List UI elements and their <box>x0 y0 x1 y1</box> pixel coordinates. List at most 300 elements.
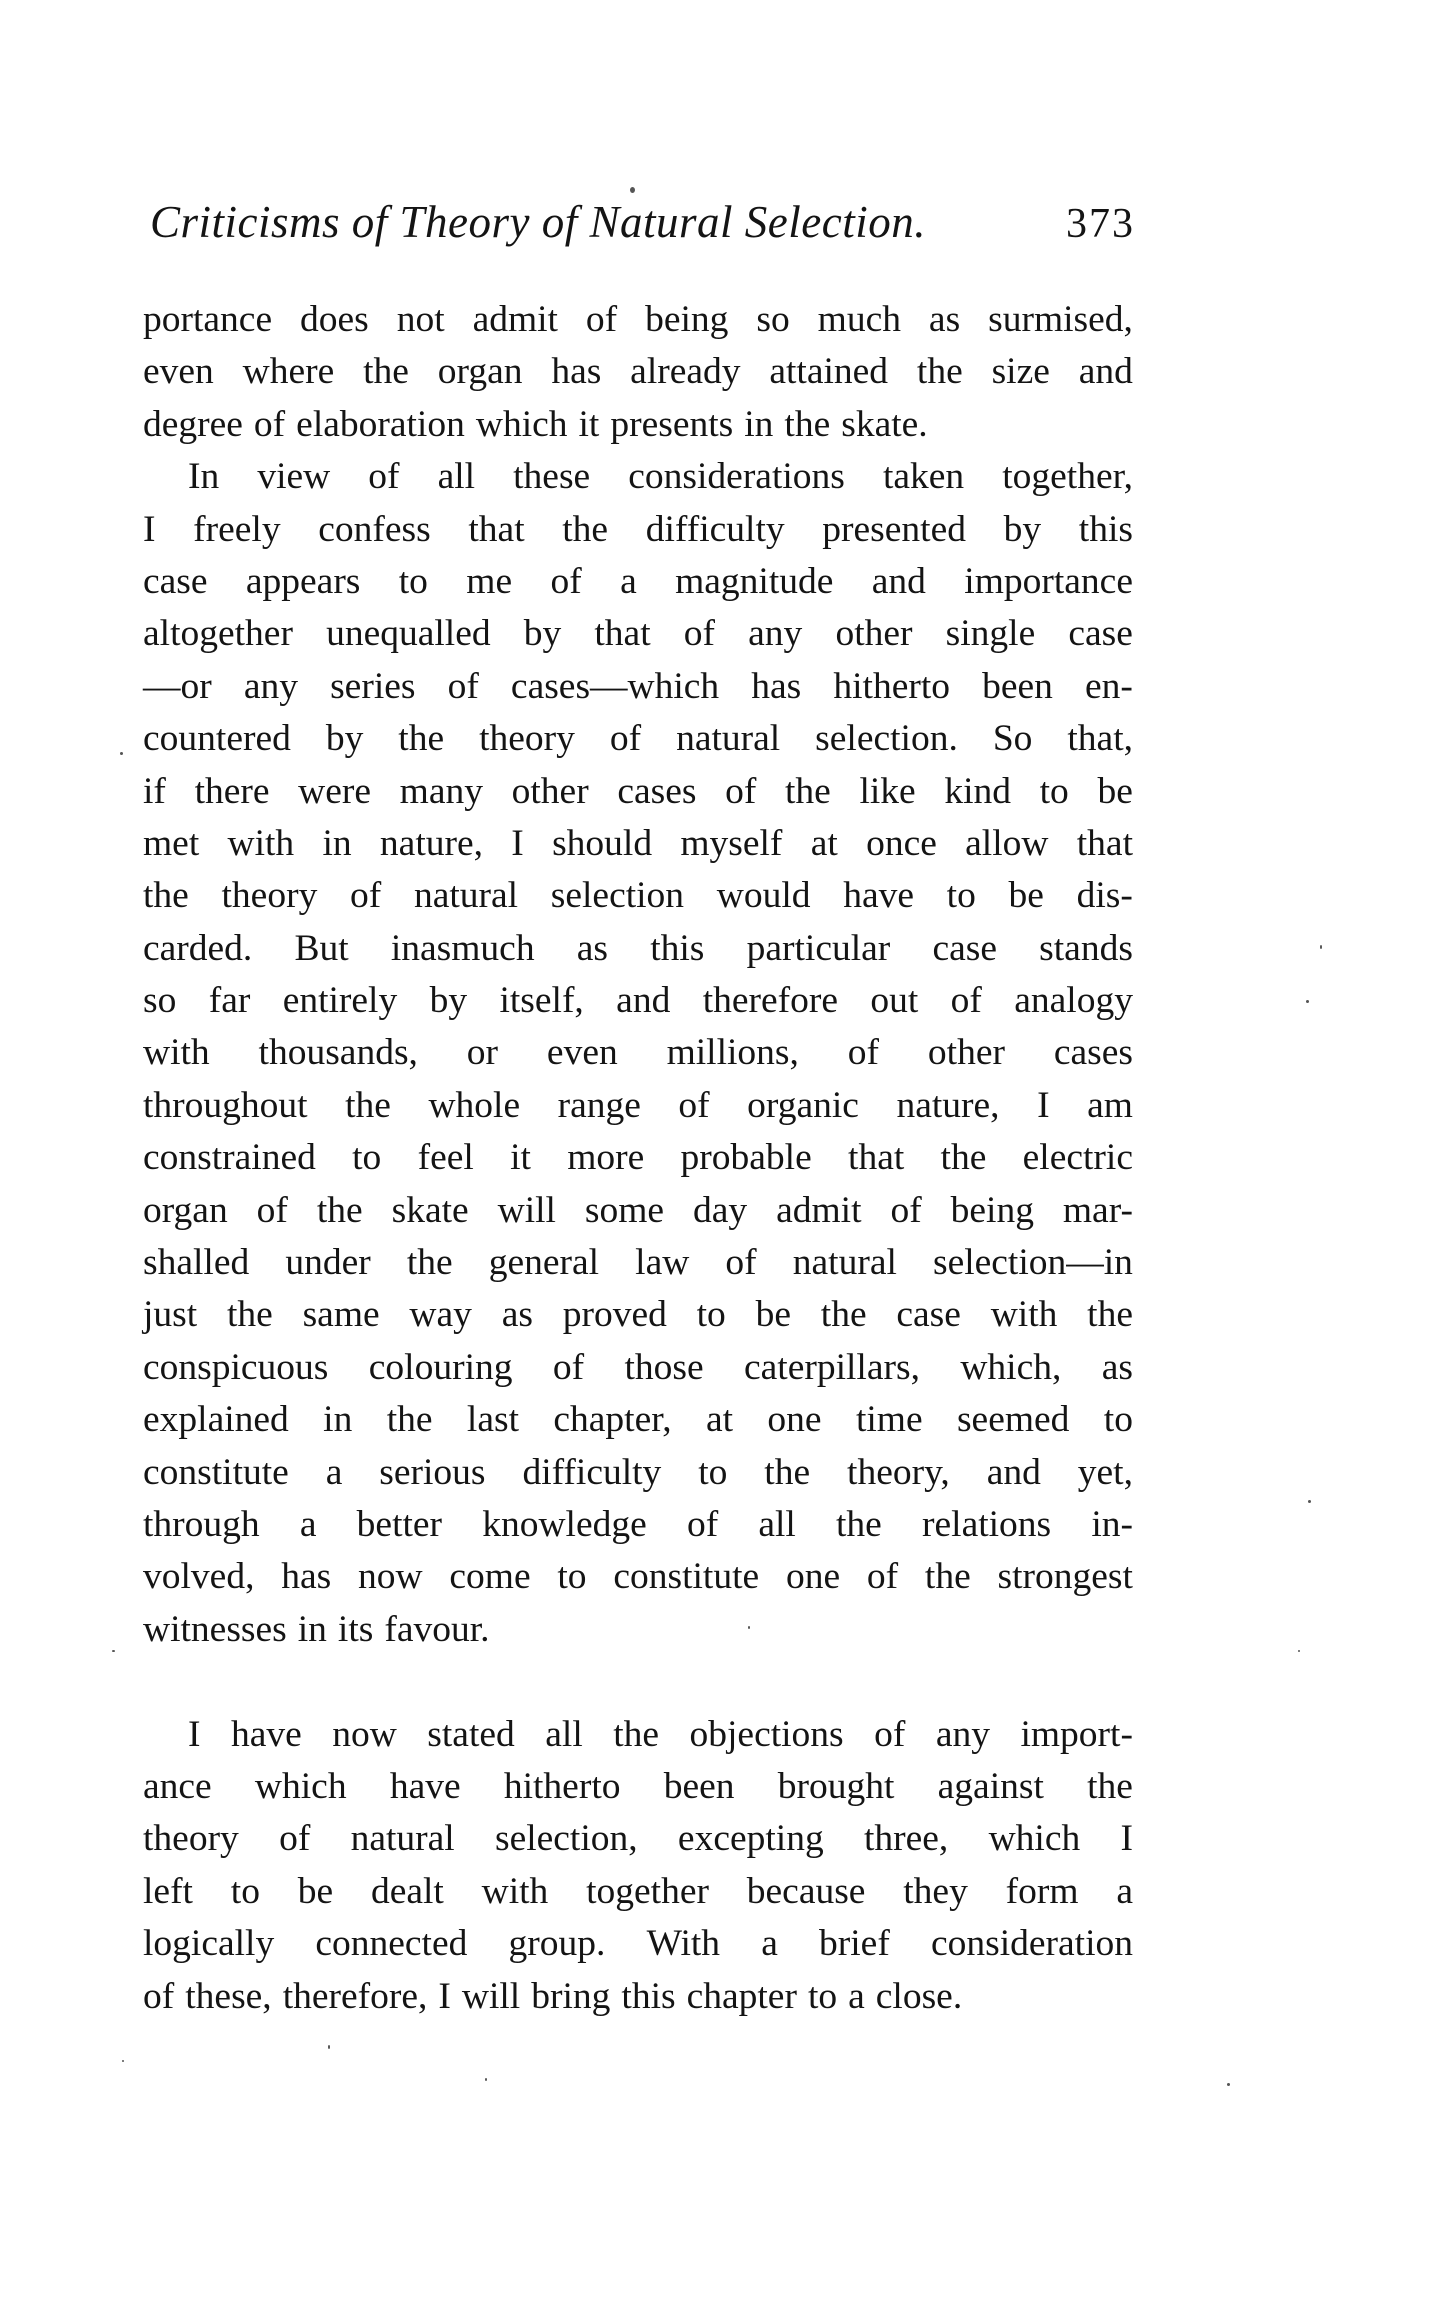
word: whole <box>428 1084 521 1126</box>
word: throughout <box>143 1084 308 1126</box>
word: any <box>935 1713 990 1755</box>
word: time <box>855 1399 923 1441</box>
word: as <box>1101 1346 1133 1388</box>
word: to <box>230 1870 260 1912</box>
word: shalled <box>143 1242 250 1284</box>
word: I <box>511 822 524 864</box>
text-line <box>143 346 1133 398</box>
word: the <box>316 1189 363 1231</box>
word: portance <box>143 299 273 340</box>
word: these <box>513 456 591 498</box>
word: been <box>982 665 1053 707</box>
word: out <box>870 980 919 1022</box>
word: which <box>254 1765 347 1807</box>
word: theory <box>143 1818 239 1860</box>
word: law <box>635 1242 690 1284</box>
word: a <box>1116 1870 1133 1912</box>
text-line <box>143 294 1133 346</box>
word: were <box>298 770 372 812</box>
word: case <box>143 560 208 602</box>
word: all <box>758 1503 796 1545</box>
word: it <box>510 1137 531 1179</box>
word: the <box>836 1503 882 1545</box>
word: those <box>624 1346 704 1388</box>
word: together, <box>1002 456 1133 498</box>
text-line <box>143 1342 1133 1394</box>
word: relations <box>922 1503 1052 1545</box>
word: allow <box>965 822 1049 864</box>
word: one <box>785 1556 841 1598</box>
word: which, <box>960 1346 1062 1388</box>
text-line <box>143 1866 1133 1918</box>
scan-speck <box>748 1626 750 1629</box>
word: one <box>767 1399 822 1441</box>
word: series <box>330 665 416 707</box>
word: even <box>546 1032 618 1074</box>
word: with <box>990 1294 1058 1336</box>
word: organic <box>747 1084 859 1126</box>
text-line-content <box>143 1918 1133 1970</box>
word: because <box>746 1870 866 1912</box>
word: has <box>751 665 802 707</box>
word: so <box>143 980 177 1022</box>
word: admit <box>776 1189 862 1231</box>
word: even <box>143 351 214 393</box>
word: case <box>896 1294 961 1336</box>
word: there <box>194 770 270 812</box>
word: cases—which <box>510 665 720 707</box>
word: a <box>325 1451 343 1493</box>
word: skate. <box>841 403 928 445</box>
text-line-content <box>143 1604 1133 1656</box>
word: through <box>143 1503 260 1545</box>
text-line-content <box>143 1761 1133 1813</box>
word: range <box>557 1084 641 1126</box>
word: selection—in <box>932 1242 1133 1284</box>
word: a <box>761 1923 778 1965</box>
word: of <box>866 1556 899 1598</box>
word: constitute <box>613 1556 760 1598</box>
word: the <box>613 1713 660 1755</box>
word: stands <box>1039 927 1133 969</box>
word: unequalled <box>326 613 491 655</box>
text-line-content <box>143 1551 1133 1603</box>
word: with <box>481 1870 549 1912</box>
text-line <box>143 713 1133 765</box>
word: organ <box>437 351 523 393</box>
word: to <box>557 1556 587 1598</box>
word: seemed <box>956 1399 1070 1441</box>
text-line <box>143 1551 1133 1603</box>
word: case <box>1068 613 1133 655</box>
word: has <box>551 351 602 393</box>
word: size <box>991 351 1050 393</box>
word: the <box>924 1556 971 1598</box>
word: freely <box>193 508 281 550</box>
word: by <box>325 718 364 760</box>
text-line <box>143 661 1133 713</box>
text-line <box>143 1709 1133 1761</box>
word: in- <box>1091 1503 1133 1545</box>
word: entirely <box>282 980 398 1022</box>
running-head <box>150 196 1135 260</box>
text-line-content <box>143 1080 1133 1132</box>
word: strongest <box>997 1556 1133 1598</box>
word: caterpillars, <box>744 1346 920 1388</box>
text-line-content <box>143 1447 1133 1499</box>
word: theory <box>221 875 318 917</box>
word: this <box>650 927 705 969</box>
word: therefore <box>702 980 839 1022</box>
scan-speck <box>1308 1500 1311 1503</box>
word: close. <box>875 1975 963 2017</box>
word: the <box>1087 1765 1133 1807</box>
word: of <box>350 875 382 917</box>
word: where <box>242 351 335 393</box>
word: other <box>511 770 589 812</box>
word: of <box>609 718 642 760</box>
word: once <box>866 822 937 864</box>
word: which <box>988 1818 1081 1860</box>
word: or <box>466 1032 499 1074</box>
word: as <box>501 1294 533 1336</box>
word: confess <box>318 508 431 550</box>
word: cases <box>1053 1032 1133 1074</box>
text-line <box>143 1237 1133 1289</box>
word: left <box>143 1870 193 1912</box>
word: be <box>755 1294 791 1336</box>
word: skate <box>391 1189 469 1231</box>
word: I <box>438 1975 451 2017</box>
word: of <box>678 1084 710 1126</box>
word: surmised, <box>988 299 1133 340</box>
word: itself, <box>499 980 584 1022</box>
text-line <box>143 818 1133 870</box>
scan-speck <box>1298 1650 1300 1652</box>
word: stated <box>427 1713 515 1755</box>
word: now <box>358 1556 423 1598</box>
word: the <box>226 1294 273 1336</box>
word: selection <box>550 875 685 917</box>
text-line <box>143 504 1133 556</box>
word: has <box>281 1556 332 1598</box>
word: to <box>352 1137 382 1179</box>
word: at <box>810 822 838 864</box>
word: all <box>545 1713 583 1755</box>
word: nature, <box>896 1084 1000 1126</box>
word: some <box>584 1189 665 1231</box>
text-line <box>143 1971 1133 2023</box>
word: and <box>616 980 671 1022</box>
word: the <box>916 351 963 393</box>
word: by <box>1003 508 1042 550</box>
word: this <box>621 1975 676 2017</box>
word: chapter, <box>553 1399 672 1441</box>
word: therefore, <box>282 1975 428 2017</box>
word: explained <box>143 1399 289 1441</box>
word: the <box>143 875 189 917</box>
text-line-content <box>143 1971 1133 2023</box>
text-line-content <box>143 661 1133 713</box>
word: this <box>1078 508 1133 550</box>
word: case <box>932 927 997 969</box>
word: far <box>208 980 251 1022</box>
word: So <box>992 718 1033 760</box>
word: considerations <box>628 456 845 498</box>
word: millions, <box>666 1032 799 1074</box>
text-line-content <box>143 1813 1133 1865</box>
word: other <box>927 1032 1005 1074</box>
word: of <box>847 1032 880 1074</box>
text-line <box>143 1027 1133 1079</box>
word: of <box>550 560 582 602</box>
word: selection, <box>494 1818 638 1860</box>
word: to <box>698 1451 728 1493</box>
word: of <box>585 299 618 340</box>
word: consideration <box>930 1923 1133 1965</box>
text-line-content <box>143 766 1133 818</box>
word: connected <box>315 1923 468 1965</box>
word: and <box>1078 351 1133 393</box>
word: importance <box>964 560 1133 602</box>
word: these, <box>185 1975 272 2017</box>
word: a <box>620 560 637 602</box>
text-line <box>143 1080 1133 1132</box>
word: I <box>1120 1818 1133 1860</box>
word: natural <box>413 875 519 917</box>
word: met <box>143 822 200 864</box>
word: presents <box>610 403 734 445</box>
word: witnesses <box>143 1608 287 1650</box>
word: knowledge <box>482 1503 647 1545</box>
text-line-content <box>143 1394 1133 1446</box>
scan-speck <box>1320 945 1322 949</box>
word: with <box>227 822 295 864</box>
word: myself <box>680 822 783 864</box>
word: electric <box>1022 1137 1133 1179</box>
text-line-content <box>143 399 1133 451</box>
word: countered <box>143 718 291 760</box>
word: probable <box>680 1137 812 1179</box>
word: thousands, <box>258 1032 418 1074</box>
word: a <box>299 1503 317 1545</box>
word: to <box>398 560 428 602</box>
word: objections <box>689 1713 844 1755</box>
scan-speck <box>1306 1000 1309 1003</box>
word: that <box>848 1137 905 1179</box>
word: But <box>294 927 349 969</box>
word: as <box>576 927 609 969</box>
word: difficulty <box>645 508 785 550</box>
word: bring <box>531 1975 611 2017</box>
word: natural <box>676 718 781 760</box>
text-line-content <box>143 1866 1133 1918</box>
word: the <box>1087 1294 1133 1336</box>
text-line <box>143 556 1133 608</box>
word: of <box>686 1503 719 1545</box>
word: that <box>468 508 525 550</box>
text-line <box>143 1604 1133 1656</box>
word: together <box>586 1870 709 1912</box>
word: come <box>449 1556 531 1598</box>
word: the <box>406 1242 453 1284</box>
word: colouring <box>368 1346 513 1388</box>
word: logically <box>143 1923 275 1965</box>
text-line-content <box>143 294 1133 346</box>
word: more <box>567 1137 645 1179</box>
word: they <box>903 1870 968 1912</box>
scan-speck <box>112 1650 115 1652</box>
text-line-content <box>143 1342 1133 1394</box>
word: in <box>744 403 774 445</box>
text-line-content <box>143 1499 1133 1551</box>
word: hitherto <box>503 1765 621 1807</box>
word: cases <box>617 770 697 812</box>
text-line <box>143 608 1133 660</box>
word: with <box>143 1032 210 1074</box>
text-line-content <box>143 713 1133 765</box>
word: me <box>466 560 513 602</box>
word: in <box>322 822 352 864</box>
word: being <box>645 299 729 340</box>
word: of <box>552 1346 585 1388</box>
word: I <box>143 508 156 550</box>
word: mar- <box>1062 1189 1133 1231</box>
word: and <box>871 560 926 602</box>
word: many <box>399 770 483 812</box>
word: have <box>230 1713 302 1755</box>
word: kind <box>944 770 1011 812</box>
text-line <box>143 1394 1133 1446</box>
word: nature, <box>379 822 483 864</box>
word: to <box>807 1975 838 2017</box>
word: being <box>950 1189 1034 1231</box>
word: same <box>302 1294 380 1336</box>
word: as <box>928 299 961 340</box>
word: in <box>297 1608 327 1650</box>
word: brought <box>777 1765 895 1807</box>
scan-speck <box>485 2078 487 2081</box>
word: hitherto <box>833 665 951 707</box>
word: does <box>300 299 369 340</box>
word: the <box>398 718 445 760</box>
word: already <box>630 351 741 393</box>
word: natural <box>350 1818 455 1860</box>
word: carded. <box>143 927 253 969</box>
word: am <box>1087 1084 1133 1126</box>
text-line-content <box>143 504 1133 556</box>
body-text <box>143 294 1133 2023</box>
text-line <box>143 1761 1133 1813</box>
word: been <box>663 1765 735 1807</box>
word: better <box>356 1503 443 1545</box>
word: have <box>843 875 914 917</box>
word: all <box>437 456 476 498</box>
word: against <box>937 1765 1044 1807</box>
word: other <box>835 613 913 655</box>
word: it <box>578 403 600 445</box>
text-line-content <box>143 556 1133 608</box>
word: the <box>784 403 831 445</box>
word: altogether <box>143 613 293 655</box>
word: of <box>683 613 716 655</box>
word: yet, <box>1077 1451 1133 1493</box>
word: appears <box>245 560 361 602</box>
word: so <box>756 299 790 340</box>
text-line-content <box>188 1709 1133 1761</box>
word: by <box>523 613 562 655</box>
word: of <box>725 1242 757 1284</box>
word: under <box>285 1242 371 1284</box>
word: the <box>940 1137 987 1179</box>
scan-speck <box>1227 2083 1230 2086</box>
text-line <box>143 451 1133 503</box>
text-line <box>143 923 1133 975</box>
text-line-content <box>143 1027 1133 1079</box>
word: any <box>243 665 298 707</box>
word: constrained <box>143 1137 316 1179</box>
word: brief <box>819 1923 890 1965</box>
word: dealt <box>370 1870 444 1912</box>
word: of <box>368 456 400 498</box>
word: should <box>552 822 653 864</box>
text-line-content <box>143 975 1133 1027</box>
word: three, <box>863 1818 949 1860</box>
word: of <box>725 770 757 812</box>
word: much <box>817 299 901 340</box>
word: will <box>497 1189 556 1231</box>
word: favour. <box>384 1608 490 1650</box>
word: chapter <box>686 1975 797 2017</box>
word: now <box>332 1713 397 1755</box>
word: to <box>1039 770 1069 812</box>
word: the <box>784 770 831 812</box>
word: feel <box>417 1137 474 1179</box>
word: proved <box>562 1294 667 1336</box>
text-line-content <box>143 1185 1133 1237</box>
word: volved, <box>143 1556 255 1598</box>
word: to <box>1103 1399 1133 1441</box>
word: single <box>945 613 1036 655</box>
word: would <box>716 875 811 917</box>
word: excepting <box>677 1818 824 1860</box>
text-line-content <box>143 1237 1133 1289</box>
page-number: 373 <box>1066 201 1135 247</box>
word: the <box>562 508 609 550</box>
word: degree <box>143 403 243 445</box>
text-line-content <box>143 818 1133 870</box>
text-line <box>143 766 1133 818</box>
scan-speck <box>328 2045 330 2049</box>
word: general <box>488 1242 600 1284</box>
word: dis- <box>1076 875 1133 917</box>
word: to <box>696 1294 726 1336</box>
word: of <box>253 403 286 445</box>
word: not <box>396 299 445 340</box>
word: selection. <box>815 718 958 760</box>
text-line <box>143 1499 1133 1551</box>
word: and <box>986 1451 1041 1493</box>
word: serious <box>379 1451 486 1493</box>
text-line-content <box>143 346 1133 398</box>
text-line-content <box>188 451 1133 503</box>
word: be <box>297 1870 334 1912</box>
word: inasmuch <box>390 927 535 969</box>
word: any <box>748 613 803 655</box>
word: will <box>461 1975 521 2017</box>
scan-speck <box>630 187 635 193</box>
word: group. <box>508 1923 606 1965</box>
